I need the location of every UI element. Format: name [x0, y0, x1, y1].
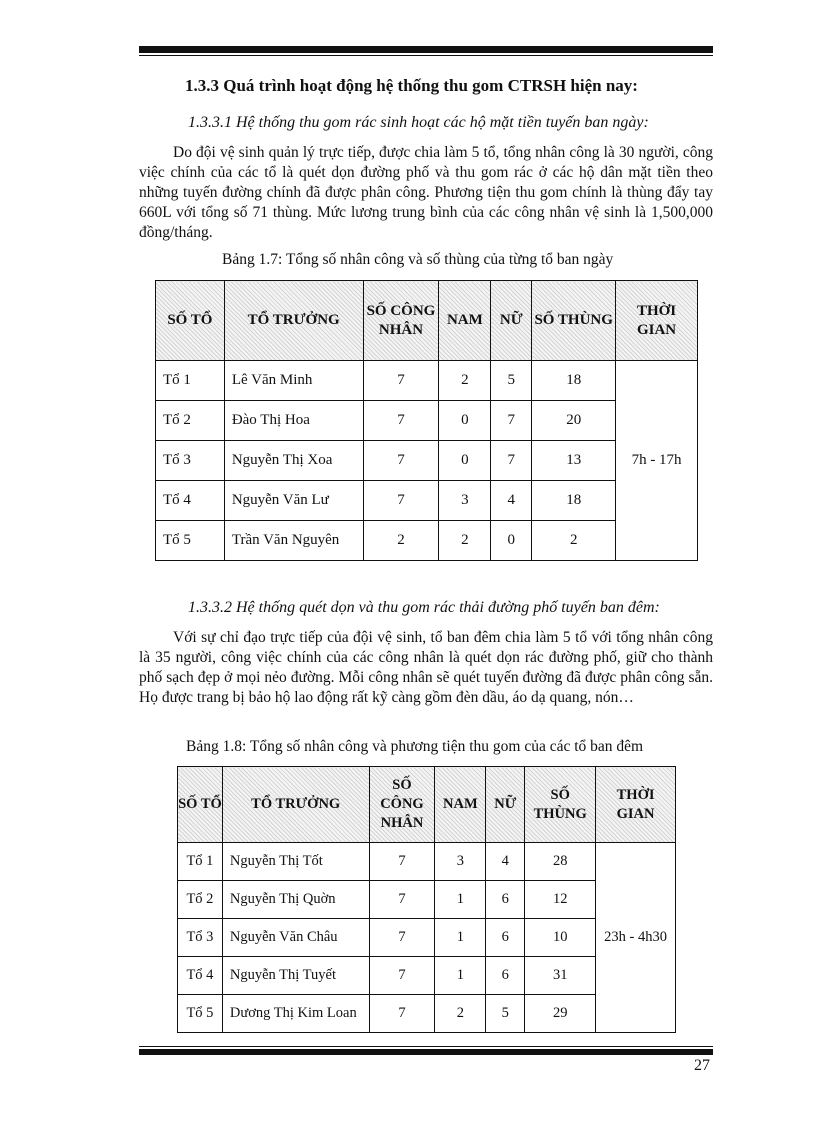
section-heading: 1.3.3 Quá trình hoạt động hệ thống thu gom CTRSH hiện nay:: [185, 76, 638, 95]
cell-team: Tổ 4: [178, 957, 223, 995]
header-rule: [139, 46, 713, 53]
paragraph-night: Với sự chỉ đạo trực tiếp của đội vệ sinh, tổ ban đêm chia làm 5 tổ với tổng nhân công là 35 người, công việc chính của các công nhân là quét dọn rác đường phố, giữ cho thành phố sạch đẹp ở mọi nẻo đường. Mỗi công nhân sẽ quét tuyến đường đã được phân công sẵn. Họ được trang bị bảo hộ lao động rất kỹ càng gồm đèn dầu, áo dạ quang, nón…: [139, 629, 713, 706]
cell-male: 1: [435, 957, 486, 995]
header-thoi-gian: THỜI GIAN: [616, 281, 698, 361]
cell-leader: Lê Văn Minh: [224, 361, 363, 401]
cell-bins: 28: [525, 843, 596, 881]
table-caption-2: Bảng 1.8: Tổng số nhân công và phương tiện thu gom của các tổ ban đêm: [186, 738, 644, 755]
cell-female: 7: [491, 401, 532, 441]
header-nu: NỮ: [491, 281, 532, 361]
cell-leader: Dương Thị Kim Loan: [222, 995, 369, 1033]
cell-female: 6: [486, 919, 525, 957]
subsection-title-night: 1.3.3.2 Hệ thống quét dọn và thu gom rác thải đường phố tuyến ban đêm:: [188, 599, 660, 616]
cell-male: 3: [439, 481, 491, 521]
cell-time: 23h - 4h30: [596, 843, 676, 1033]
cell-male: 2: [439, 361, 491, 401]
cell-male: 2: [439, 521, 491, 561]
footer-rule-thin: [139, 1046, 713, 1047]
header-nam: NAM: [439, 281, 491, 361]
table-row: [178, 843, 676, 881]
table-row: [156, 361, 698, 401]
cell-bins: 20: [532, 401, 616, 441]
cell-bins: 13: [532, 441, 616, 481]
cell-workers: 7: [369, 995, 435, 1033]
cell-team: Tổ 3: [178, 919, 223, 957]
cell-workers: 7: [363, 441, 439, 481]
cell-female: 5: [491, 361, 532, 401]
header-to-truong: TỔ TRƯỞNG: [222, 767, 369, 843]
cell-bins: 31: [525, 957, 596, 995]
cell-team: Tổ 1: [156, 361, 225, 401]
cell-female: 5: [486, 995, 525, 1033]
cell-leader: Nguyễn Văn Lư: [224, 481, 363, 521]
cell-workers: 7: [369, 919, 435, 957]
cell-workers: 7: [369, 843, 435, 881]
cell-leader: Đào Thị Hoa: [224, 401, 363, 441]
cell-male: 0: [439, 401, 491, 441]
cell-team: Tổ 4: [156, 481, 225, 521]
footer-rule: [139, 1049, 713, 1055]
cell-male: 0: [439, 441, 491, 481]
cell-female: 4: [486, 843, 525, 881]
cell-male: 1: [435, 881, 486, 919]
cell-bins: 12: [525, 881, 596, 919]
cell-bins: 10: [525, 919, 596, 957]
cell-workers: 7: [369, 957, 435, 995]
cell-leader: Nguyễn Văn Châu: [222, 919, 369, 957]
header-so-cong-nhan: SỐ CÔNG NHÂN: [369, 767, 435, 843]
cell-bins: 18: [532, 361, 616, 401]
cell-workers: 7: [363, 401, 439, 441]
subsection-title-day: 1.3.3.1 Hệ thống thu gom rác sinh hoạt các hộ mặt tiền tuyến ban ngày:: [188, 114, 649, 131]
header-so-to: SỐ TỔ: [178, 767, 223, 843]
cell-team: Tổ 5: [178, 995, 223, 1033]
cell-male: 2: [435, 995, 486, 1033]
header-to-truong: TỔ TRƯỞNG: [224, 281, 363, 361]
cell-bins: 29: [525, 995, 596, 1033]
cell-female: 4: [491, 481, 532, 521]
cell-male: 3: [435, 843, 486, 881]
paragraph-day: Do đội vệ sinh quản lý trực tiếp, được chia làm 5 tổ, tổng nhân công là 30 người, công việc chính của các tổ là quét dọn đường phố và thu gom rác ở các hộ dân mặt tiền theo những tuyến đường chính đã được phân công. Phương tiện thu gom chính là thùng đẩy tay 660L với tổng số 71 thùng. Mức lương trung bình của các công nhân vệ sinh là 1,500,000 đồng/tháng.: [139, 144, 713, 241]
cell-leader: Nguyễn Thị Quờn: [222, 881, 369, 919]
cell-leader: Trần Văn Nguyên: [224, 521, 363, 561]
table-night-shift: [177, 766, 676, 1033]
cell-team: Tổ 1: [178, 843, 223, 881]
header-so-cong-nhan: SỐ CÔNG NHÂN: [363, 281, 439, 361]
cell-female: 6: [486, 957, 525, 995]
cell-team: Tổ 2: [178, 881, 223, 919]
header-so-thung: SỐ THÙNG: [525, 767, 596, 843]
header-rule-thin: [139, 55, 713, 56]
cell-female: 7: [491, 441, 532, 481]
cell-workers: 7: [369, 881, 435, 919]
cell-workers: 7: [363, 481, 439, 521]
header-so-to: SỐ TỔ: [156, 281, 225, 361]
header-nu: NỮ: [486, 767, 525, 843]
cell-team: Tổ 2: [156, 401, 225, 441]
cell-leader: Nguyễn Thị Xoa: [224, 441, 363, 481]
table-day-shift: [155, 280, 698, 561]
cell-female: 6: [486, 881, 525, 919]
cell-leader: Nguyễn Thị Tốt: [222, 843, 369, 881]
table-caption-1: Bảng 1.7: Tổng số nhân công và số thùng của từng tổ ban ngày: [222, 251, 614, 268]
cell-workers: 2: [363, 521, 439, 561]
cell-male: 1: [435, 919, 486, 957]
cell-bins: 18: [532, 481, 616, 521]
cell-time: 7h - 17h: [616, 361, 698, 561]
cell-female: 0: [491, 521, 532, 561]
table-header-row: [156, 281, 698, 361]
cell-team: Tổ 3: [156, 441, 225, 481]
cell-workers: 7: [363, 361, 439, 401]
cell-team: Tổ 5: [156, 521, 225, 561]
header-so-thung: SỐ THÙNG: [532, 281, 616, 361]
page-number: 27: [694, 1057, 710, 1074]
cell-leader: Nguyễn Thị Tuyết: [222, 957, 369, 995]
table-header-row: [178, 767, 676, 843]
cell-bins: 2: [532, 521, 616, 561]
header-nam: NAM: [435, 767, 486, 843]
header-thoi-gian: THỜI GIAN: [596, 767, 676, 843]
